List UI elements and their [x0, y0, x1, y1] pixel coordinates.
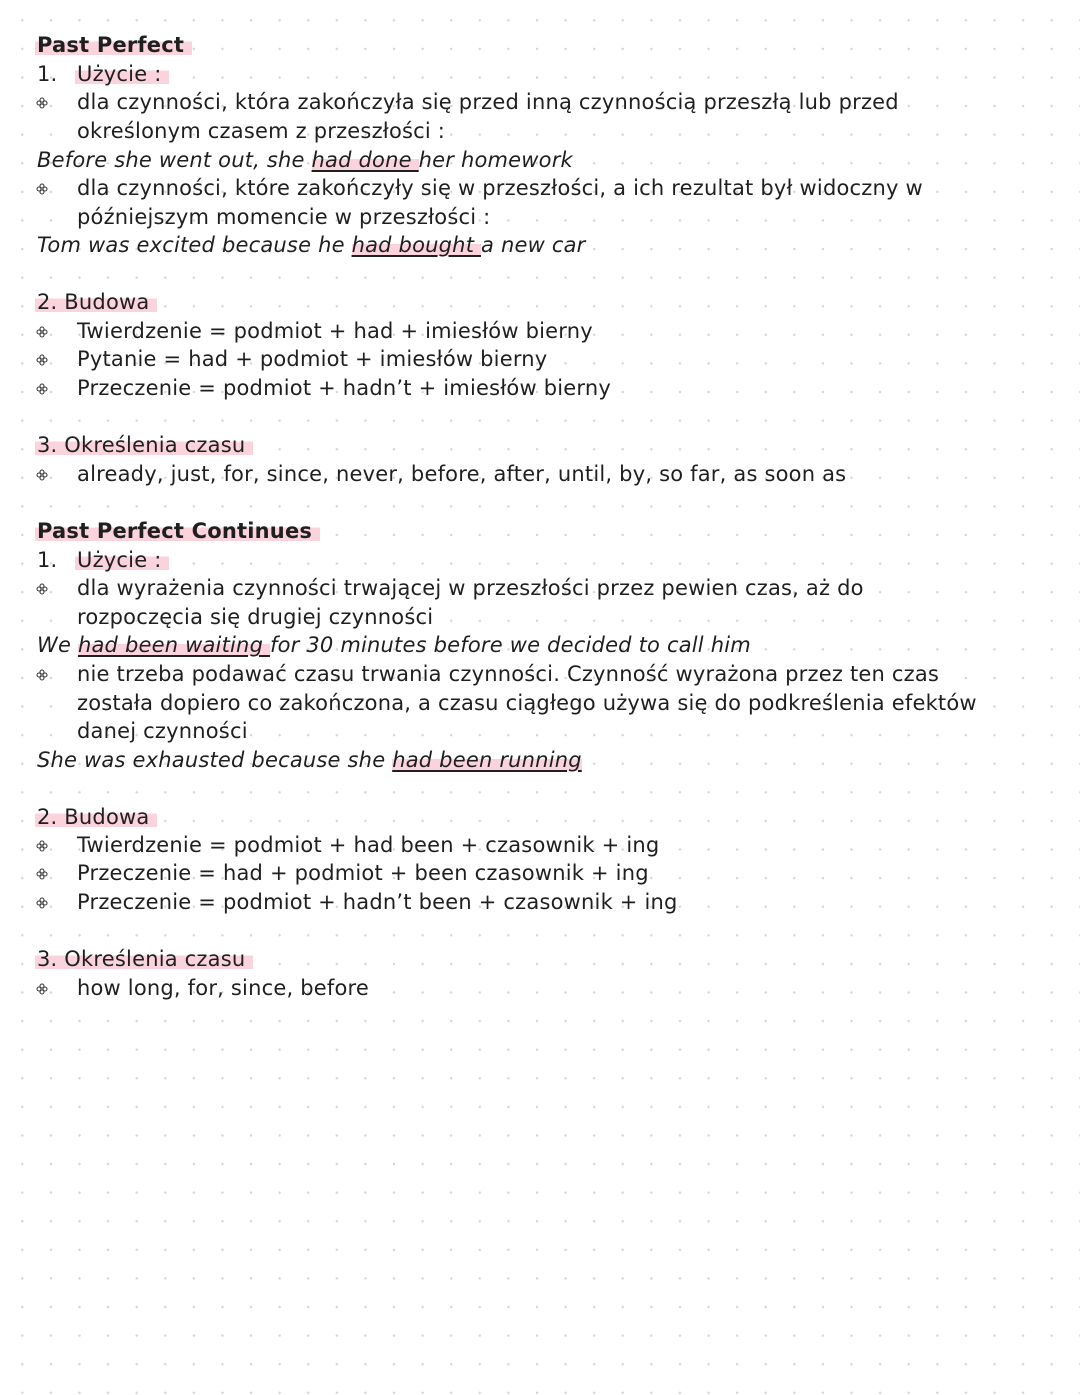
flower-icon	[36, 175, 48, 203]
usage-text: nie trzeba podawać czasu trwania czynności. Czynność wyrażona przez ten czas	[77, 662, 940, 686]
structure-item: Twierdzenie = podmiot + had + imiesłów bierny	[77, 319, 593, 343]
usage-text: określonym czasem z przeszłości :	[77, 119, 446, 143]
time-expressions: already, just, for, since, never, before, after, until, by, so far, as soon as	[77, 462, 847, 486]
highlighted-verb: had done	[311, 148, 419, 172]
structure-item: Pytanie = had + podmiot + imiesłów bierny	[77, 347, 548, 371]
usage-text: późniejszym momencie w przeszłości :	[77, 205, 491, 229]
highlighted-verb: had bought	[351, 233, 481, 257]
flower-icon	[36, 860, 48, 888]
usage-heading: 1. Użycie :	[37, 60, 169, 88]
structure-item: Twierdzenie = podmiot + had been + czasownik + ing	[77, 833, 660, 857]
usage-text: została dopiero co zakończona, a czasu ciągłego używa się do podkreślenia efektów	[77, 691, 977, 715]
flower-icon	[36, 461, 48, 489]
flower-icon	[36, 318, 48, 346]
flower-icon	[36, 575, 48, 603]
usage-text: rozpoczęcia się drugiej czynności	[77, 605, 434, 629]
structure-item: Przeczenie = podmiot + hadn’t + imiesłów bierny	[77, 376, 612, 400]
structure-item: Przeczenie = podmiot + hadn’t been + czasownik + ing	[77, 890, 678, 914]
flower-icon	[36, 346, 48, 374]
usage-text: dla czynności, która zakończyła się przed inną czynnością przeszłą lub przed	[77, 90, 899, 114]
flower-icon	[36, 975, 48, 1003]
highlighted-verb: had been waiting	[77, 633, 270, 657]
flower-icon	[36, 89, 48, 117]
highlighted-verb: had been running	[392, 748, 582, 772]
section-title: Past Perfect	[37, 31, 192, 59]
example-sentence: Before she went out, she had done her homework	[37, 148, 573, 172]
usage-text: dla wyrażenia czynności trwającej w przeszłości przez pewien czas, aż do	[77, 576, 864, 600]
example-sentence: We had been waiting for 30 minutes before we decided to call him	[37, 633, 751, 657]
section-title: Past Perfect Continues	[37, 517, 320, 545]
example-sentence: Tom was excited because he had bought a new car	[37, 233, 586, 257]
flower-icon	[36, 889, 48, 917]
time-expressions: how long, for, since, before	[77, 976, 369, 1000]
example-sentence: She was exhausted because she had been running	[37, 748, 582, 772]
flower-icon	[36, 375, 48, 403]
time-heading: 3. Określenia czasu	[37, 945, 253, 973]
usage-heading: 1. Użycie :	[37, 546, 169, 574]
structure-heading: 2. Budowa	[37, 803, 157, 831]
structure-heading: 2. Budowa	[37, 288, 157, 316]
time-heading: 3. Określenia czasu	[37, 431, 253, 459]
flower-icon	[36, 832, 48, 860]
usage-text: dla czynności, które zakończyły się w przeszłości, a ich rezultat był widoczny w	[77, 176, 923, 200]
flower-icon	[36, 661, 48, 689]
structure-item: Przeczenie = had + podmiot + been czasownik + ing	[77, 861, 649, 885]
usage-text: danej czynności	[77, 719, 248, 743]
